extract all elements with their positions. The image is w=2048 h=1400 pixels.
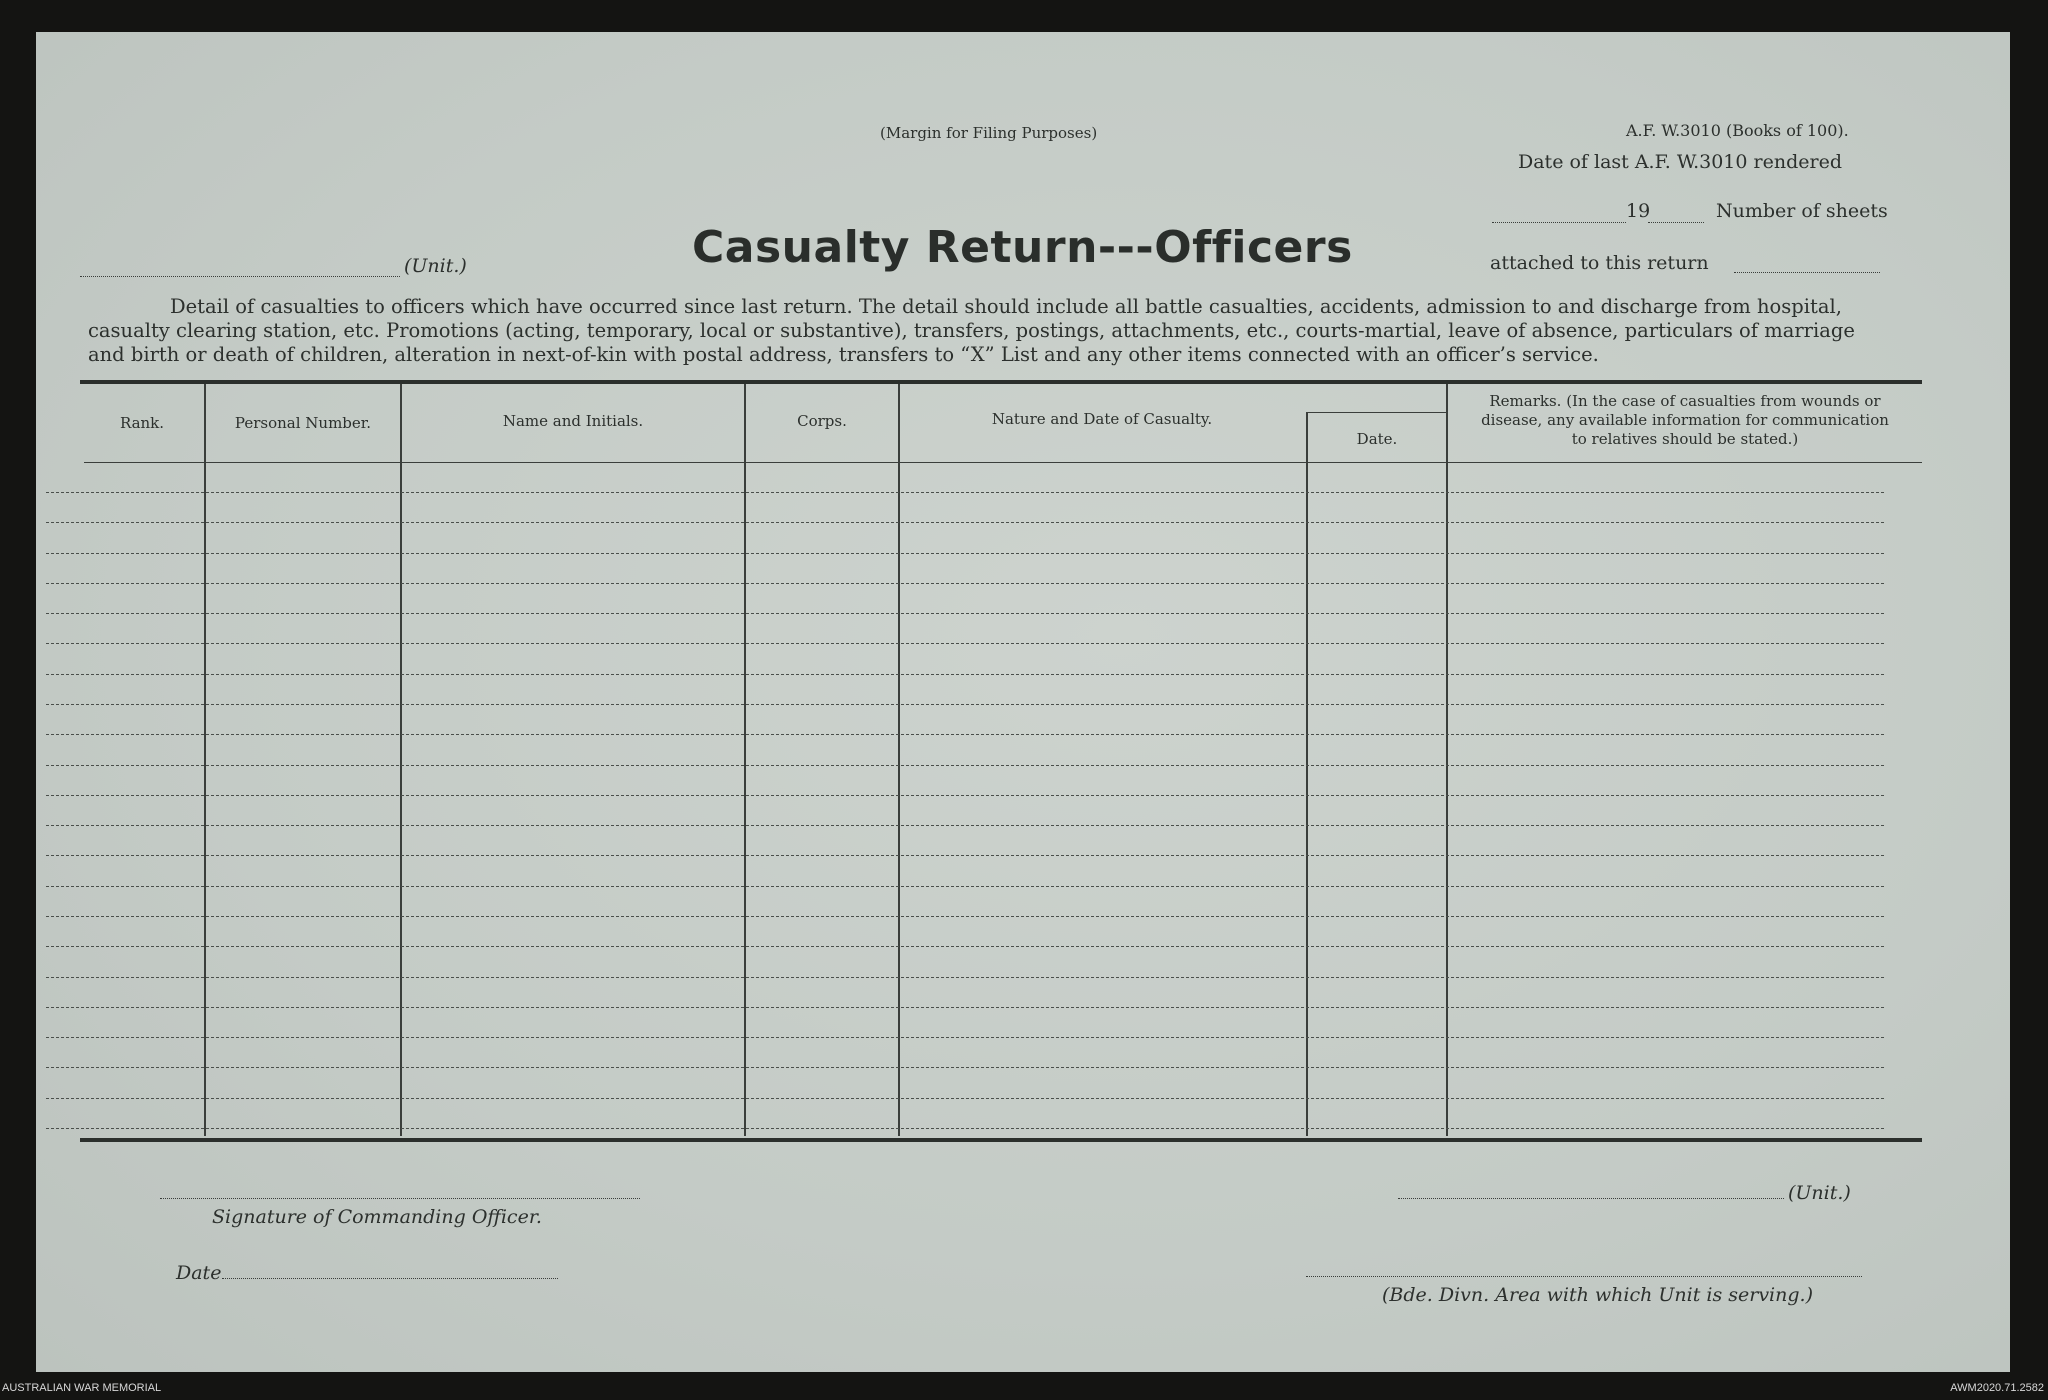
column-header-personal-number: Personal Number. xyxy=(234,414,372,432)
unit-label-bottom: (Unit.) xyxy=(1788,1182,1851,1204)
date-signature-blank[interactable] xyxy=(222,1278,558,1279)
table-row[interactable] xyxy=(46,825,1884,826)
footer-institution: AUSTRALIAN WAR MEMORIAL xyxy=(2,1382,162,1394)
table-top-rule xyxy=(80,380,1922,384)
date-label: Date xyxy=(176,1262,222,1284)
table-row[interactable] xyxy=(46,583,1884,584)
instructions-line-1: Detail of casualties to officers which have occurred since last return. The detail should include all battle casualties, accidents, admission to and discharge from hospital, xyxy=(170,295,1842,318)
date-subheader-rule xyxy=(1306,412,1446,413)
table-row[interactable] xyxy=(46,977,1884,978)
form-title: Casualty Return---Officers xyxy=(692,222,1353,273)
year-blank[interactable] xyxy=(1648,222,1704,223)
form-number: A.F. W.3010 (Books of 100). xyxy=(1626,121,1849,140)
unit-blank-bottom[interactable] xyxy=(1398,1198,1784,1199)
date-blank[interactable] xyxy=(1492,222,1626,223)
table-row[interactable] xyxy=(46,704,1884,705)
unit-label-top: (Unit.) xyxy=(404,255,467,277)
date-last-rendered: Date of last A.F. W.3010 rendered xyxy=(1518,151,1842,173)
table-bottom-rule xyxy=(80,1138,1922,1142)
column-divider xyxy=(898,384,900,1136)
table-row[interactable] xyxy=(46,1098,1884,1099)
signature-label: Signature of Commanding Officer. xyxy=(212,1206,542,1228)
column-header-rank: Rank. xyxy=(119,414,165,432)
column-divider xyxy=(1446,384,1448,1136)
column-header-remarks xyxy=(1450,392,1920,449)
column-divider xyxy=(400,384,402,1136)
table-row[interactable] xyxy=(46,613,1884,614)
table-row[interactable] xyxy=(46,886,1884,887)
year-prefix: 19 xyxy=(1626,200,1651,222)
remarks-line-2: disease, any available information for communication xyxy=(1481,411,1889,429)
header-underline xyxy=(84,462,1922,463)
remarks-line-3: to relatives should be stated.) xyxy=(1571,430,1799,448)
table-row[interactable] xyxy=(46,855,1884,856)
column-divider xyxy=(1306,412,1308,1136)
column-header-date: Date. xyxy=(1356,430,1398,448)
column-divider xyxy=(204,384,206,1136)
number-of-sheets-label: Number of sheets xyxy=(1716,200,1888,222)
table-row[interactable] xyxy=(46,674,1884,675)
unit-blank-top[interactable] xyxy=(80,276,400,277)
table-row[interactable] xyxy=(46,916,1884,917)
table-row[interactable] xyxy=(46,1007,1884,1008)
column-header-name: Name and Initials. xyxy=(502,412,644,430)
table-row[interactable] xyxy=(46,734,1884,735)
area-blank[interactable] xyxy=(1306,1276,1862,1277)
table-row[interactable] xyxy=(46,1128,1884,1129)
table-row[interactable] xyxy=(46,553,1884,554)
column-header-nature: Nature and Date of Casualty. xyxy=(991,410,1213,428)
column-header-corps: Corps. xyxy=(797,412,847,430)
table-row[interactable] xyxy=(46,795,1884,796)
footer-accession: AWM2020.71.2582 xyxy=(1950,1382,2044,1394)
table-row[interactable] xyxy=(46,946,1884,947)
table-row[interactable] xyxy=(46,522,1884,523)
remarks-line-1: Remarks. (In the case of casualties from wounds or xyxy=(1489,392,1881,410)
margin-note: (Margin for Filing Purposes) xyxy=(880,124,1098,142)
sheets-count-blank[interactable] xyxy=(1734,272,1880,273)
instructions-line-3: and birth or death of children, alteration in next-of-kin with postal address, transfers to “X” List and any other items connected with an officer’s service. xyxy=(88,343,1599,366)
table-row[interactable] xyxy=(46,1067,1884,1068)
attached-to-return-label: attached to this return xyxy=(1490,252,1709,274)
table-row[interactable] xyxy=(46,1037,1884,1038)
table-row[interactable] xyxy=(46,643,1884,644)
area-label: (Bde. Divn. Area with which Unit is serving.) xyxy=(1382,1284,1813,1306)
table-row[interactable] xyxy=(46,492,1884,493)
column-divider xyxy=(744,384,746,1136)
table-row[interactable] xyxy=(46,765,1884,766)
instructions-line-2: casualty clearing station, etc. Promotions (acting, temporary, local or substantive), transfers, postings, attachments, etc., courts-martial, leave of absence, particulars of marriage xyxy=(88,319,1855,342)
signature-blank[interactable] xyxy=(160,1198,640,1199)
